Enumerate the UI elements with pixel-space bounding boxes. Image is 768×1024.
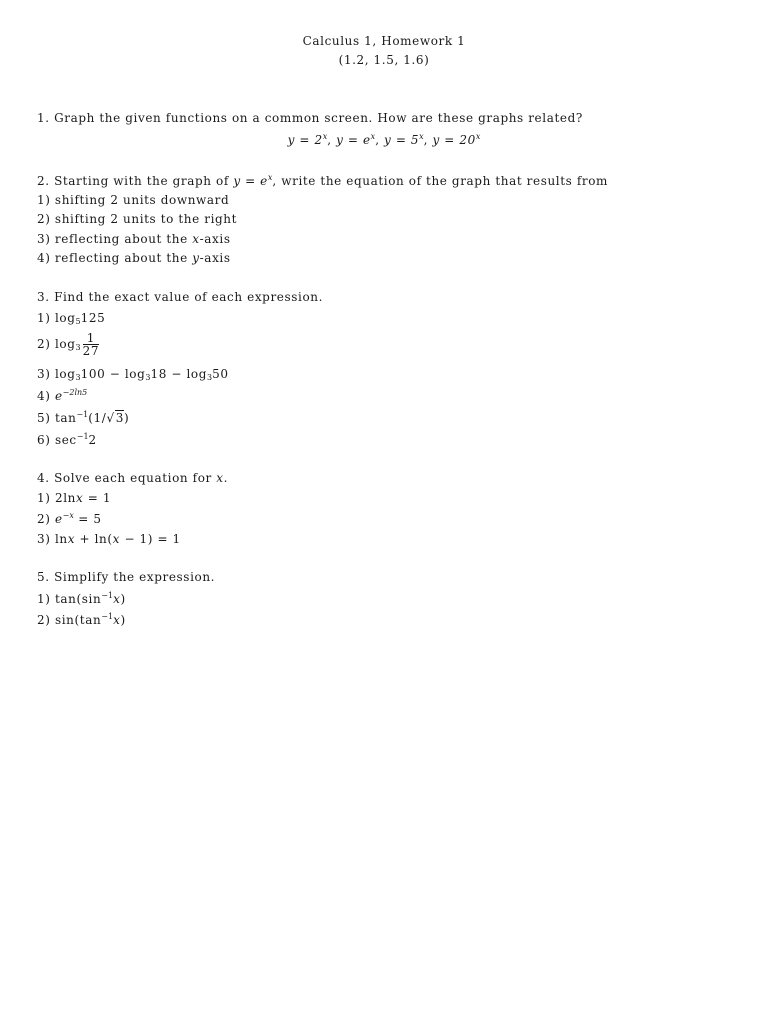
question-2-equation: $y = e^x$	[233, 173, 273, 188]
question-2-item-4: 4) reflecting about the y-axis	[37, 251, 231, 265]
question-3-expr-4: 4) $e^{-2ln5}$	[37, 388, 88, 403]
function-1: $y = 2^x$	[287, 132, 328, 147]
question-4-expr-3: 3) lnx + ln(x − 1) = 1	[37, 532, 181, 546]
function-3: $y = 5^x$	[384, 132, 424, 147]
question-3-expr-5: 5) $\tan^{-1}(1/√3)$	[37, 410, 130, 425]
fraction: $\frac{1}{27}$	[82, 331, 100, 358]
question-4-expr-1: 1) 2lnx = 1	[37, 491, 112, 505]
question-5-expr-1: 1) $\tan(\sin^{-1}x)$	[37, 591, 126, 606]
question-3-expr-1: 1) $\log_5125$	[37, 311, 106, 326]
question-4-text: 4. Solve each equation for x.	[37, 471, 229, 485]
question-5-expr-2: 2) $\sin(\tan^{-1}x)$	[37, 612, 126, 627]
question-3-expr-3: 3) $\log_3100 - \log_318 - \log_350$	[37, 367, 229, 382]
question-3-expr-6: 6) $\sec^{-1}2$	[37, 432, 97, 447]
question-3-text: 3. Find the exact value of each expression.	[37, 290, 324, 304]
question-2-item-2: 2) shifting 2 units to the right	[37, 212, 238, 226]
function-4: $y = 20^x$	[432, 132, 481, 147]
question-1-functions: $y = 2^x$, $y = e^x$, $y = 5^x$, $y = 20^x$	[287, 132, 481, 147]
document-sections: (1.2, 1.5, 1.6)	[338, 53, 430, 67]
question-2-text: 2. Starting with the graph of $y = e^x$, write the equation of the graph that results from	[37, 173, 609, 188]
document-title: Calculus 1, Homework 1	[302, 34, 466, 48]
question-2-item-3: 3) reflecting about the x-axis	[37, 232, 231, 246]
question-5-text: 5. Simplify the expression.	[37, 570, 216, 584]
sqrt-icon: √	[106, 411, 115, 425]
question-3-expr-2: 2) $\log_3$ $\frac{1}{27}$	[37, 331, 100, 358]
function-2: $y = e^x$	[336, 132, 376, 147]
question-2-item-1: 1) shifting 2 units downward	[37, 193, 230, 207]
question-4-expr-2: 2) $e^{-x} = 5$	[37, 511, 102, 526]
question-1-text: 1. Graph the given functions on a common screen. How are these graphs related?	[37, 111, 583, 125]
